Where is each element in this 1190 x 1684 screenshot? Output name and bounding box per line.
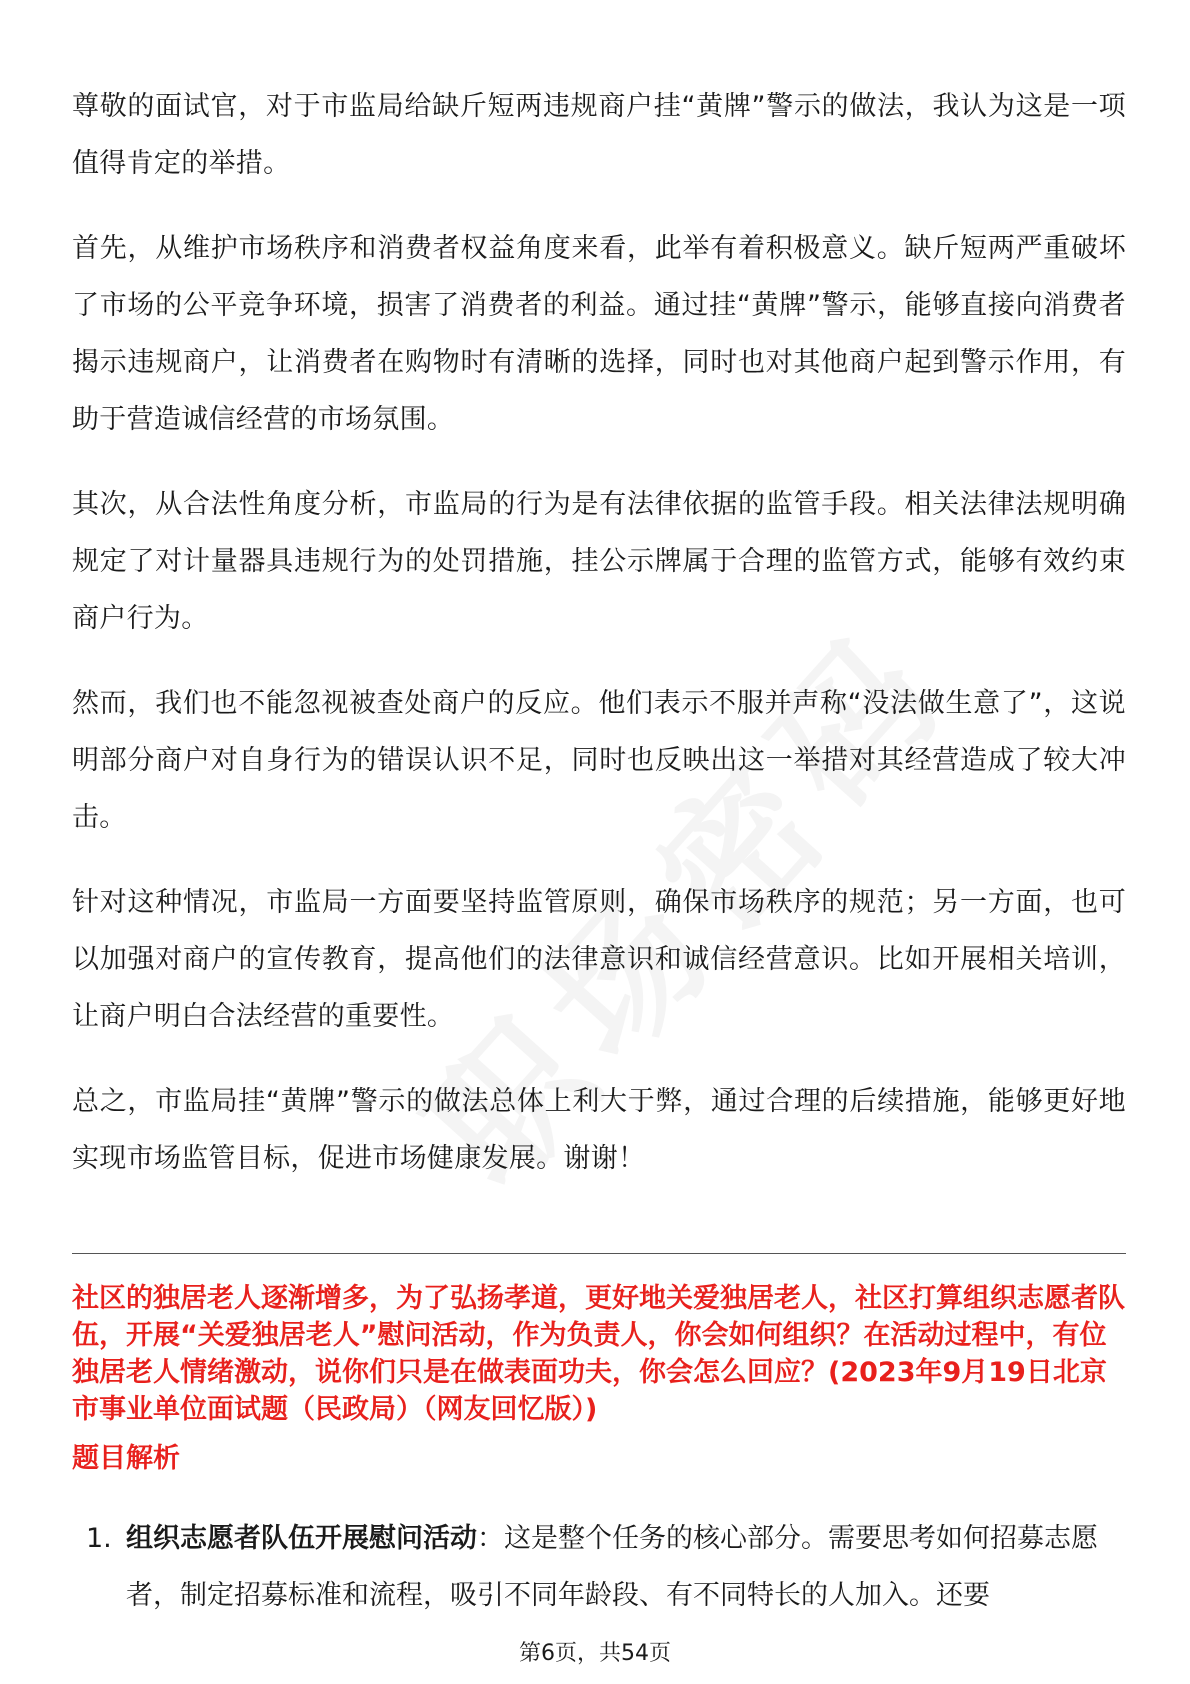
paragraph-4: 然而，我们也不能忽视被查处商户的反应。他们表示不服并声称“没法做生意了”，这说明部分商户对自身行为的错误认识不足，同时也反映出这一举措对其经营造成了较大冲击。 — [72, 688, 1126, 833]
paragraph-2: 首先，从维护市场秩序和消费者权益角度来看，此举有着积极意义。缺斤短两严重破坏了市场的公平竞争环境，损害了消费者的利益。通过挂“黄牌”警示，能够直接向消费者揭示违规商户，让消费者在购物时有清晰的选择，同时也对其他商户起到警示作用，有助于营造诚信经营的市场氛围。 — [72, 233, 1126, 435]
question-heading: 社区的独居老人逐渐增多，为了弘扬孝道，更好地关爱独居老人，社区打算组织志愿者队伍，开展“关爱独居老人”慰问活动，作为负责人，你会如何组织？在活动过程中，有位独居老人情绪激动，说你们只是在做表面功夫，你会怎么回应？(2023年9月19日北京市事业单位面试题（民政局）（网友回忆版）) — [72, 1283, 1125, 1425]
page-number: 第6页，共54页 — [519, 1641, 671, 1666]
list-item-heading: 组织志愿者队伍开展慰问活动 — [126, 1523, 477, 1554]
list-item — [72, 1510, 1126, 1624]
paragraph-1: 尊敬的面试官，对于市监局给缺斤短两违规商户挂“黄牌”警示的做法，我认为这是一项值得肯定的举措。 — [72, 91, 1126, 179]
answer-body — [72, 78, 1126, 1215]
section-divider — [72, 1253, 1126, 1254]
paragraph-6: 总之，市监局挂“黄牌”警示的做法总体上利大于弊，通过合理的后续措施，能够更好地实现市场监管目标，促进市场健康发展。谢谢！ — [72, 1086, 1126, 1174]
analysis-title: 题目解析 — [72, 1443, 180, 1474]
paragraph-5: 针对这种情况，市监局一方面要坚持监管原则，确保市场秩序的规范；另一方面，也可以加强对商户的宣传教育，提高他们的法律意识和诚信经营意识。比如开展相关培训，让商户明白合法经营的重要性。 — [72, 887, 1126, 1032]
list-item-number: 1. — [86, 1523, 112, 1554]
analysis-list — [72, 1510, 1126, 1624]
list-item-text: ：这是整个任务的核心部分。需要思考如何招募志愿者，制定招募标准和流程，吸引不同年龄段、有不同特长的人加入。还要 — [126, 1523, 1098, 1611]
paragraph-3: 其次，从合法性角度分析，市监局的行为是有法律依据的监管手段。相关法律法规明确规定了对计量器具违规行为的处罚措施，挂公示牌属于合理的监管方式，能够有效约束商户行为。 — [72, 489, 1126, 634]
